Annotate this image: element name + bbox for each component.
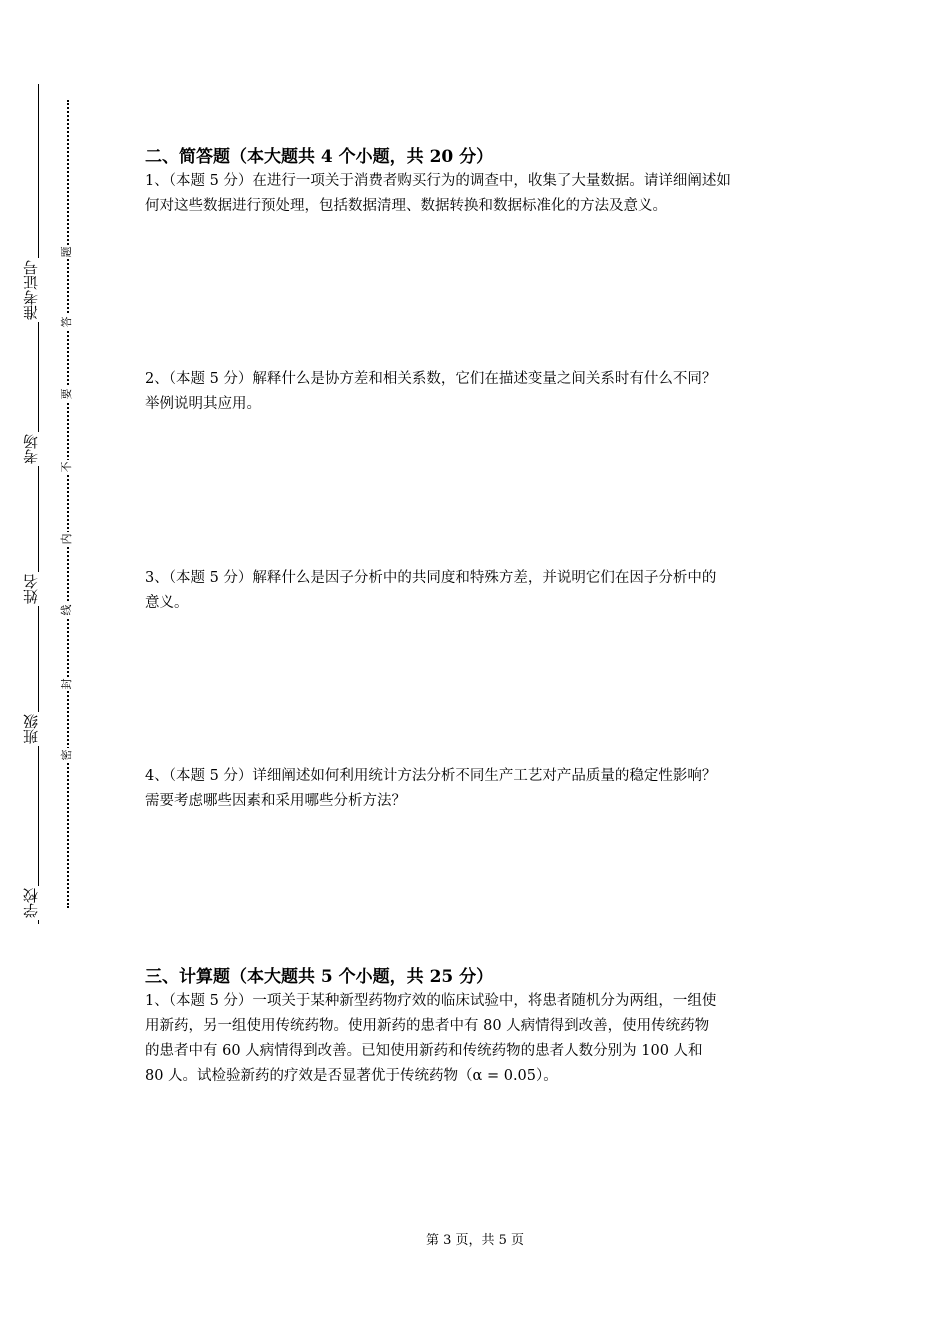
binding-line [38, 84, 39, 924]
seal-char: 不 [60, 461, 73, 473]
question-line: 何对这些数据进行预处理，包括数据清理、数据转换和数据标准化的方法及意义。 [145, 198, 667, 214]
question-line: 80 人。试检验新药的疗效是否显著优于传统药物（α = 0.05）。 [145, 1068, 558, 1084]
question-line: 意义。 [145, 595, 189, 611]
question-line: 3、（本题 5 分）解释什么是因子分析中的共同度和特殊方差，并说明它们在因子分析中的 [145, 570, 717, 586]
question-line: 1、（本题 5 分）在进行一项关于消费者购买行为的调查中，收集了大量数据。请详细阐述如 [145, 173, 731, 189]
question-line: 需要考虑哪些因素和采用哪些分析方法？ [145, 793, 406, 809]
seal-char: 内 [60, 533, 73, 545]
question-line: 2、（本题 5 分）解释什么是协方差和相关系数，它们在描述变量之间关系时有什么不同？ [145, 371, 717, 387]
question-line: 1、（本题 5 分）一项关于某种新型药物疗效的临床试验中，将患者随机分为两组，一组使 [145, 993, 717, 1009]
page-number: 第 3 页，共 5 页 [425, 1233, 525, 1248]
class-label: 班级 [22, 714, 40, 744]
seal-char: 封 [60, 678, 73, 690]
seal-char: 题 [60, 246, 73, 258]
question-line: 的患者中有 60 人病情得到改善。已知使用新药和传统药物的患者人数分别为 100 人和 [145, 1043, 703, 1059]
question-line: 举例说明其应用。 [145, 396, 261, 412]
seal-dotted-line [67, 100, 69, 908]
seal-char: 要 [60, 388, 73, 400]
exam-room-label: 考场 [22, 434, 40, 464]
question-line: 用新药，另一组使用传统药物。使用新药的患者中有 80 人病情得到改善，使用传统药物 [145, 1018, 710, 1034]
question-2-4 [145, 764, 810, 814]
exam-id-label: 准考证号 [22, 260, 40, 320]
section-title-short-answer: 二、简答题（本大题共 4 个小题，共 20 分） [145, 147, 494, 167]
school-label: 学校 [22, 888, 40, 918]
question-3-1 [145, 989, 810, 1089]
seal-char: 密 [60, 749, 73, 761]
name-label: 姓名 [22, 574, 40, 604]
question-2-3 [145, 566, 810, 616]
seal-char: 线 [60, 604, 73, 616]
seal-char: 答 [60, 316, 73, 328]
section-title-calculation: 三、计算题（本大题共 5 个小题，共 25 分） [145, 967, 494, 987]
question-2-1 [145, 169, 810, 219]
question-2-2 [145, 367, 810, 417]
question-line: 4、（本题 5 分）详细阐述如何利用统计方法分析不同生产工艺对产品质量的稳定性影响？ [145, 768, 717, 784]
